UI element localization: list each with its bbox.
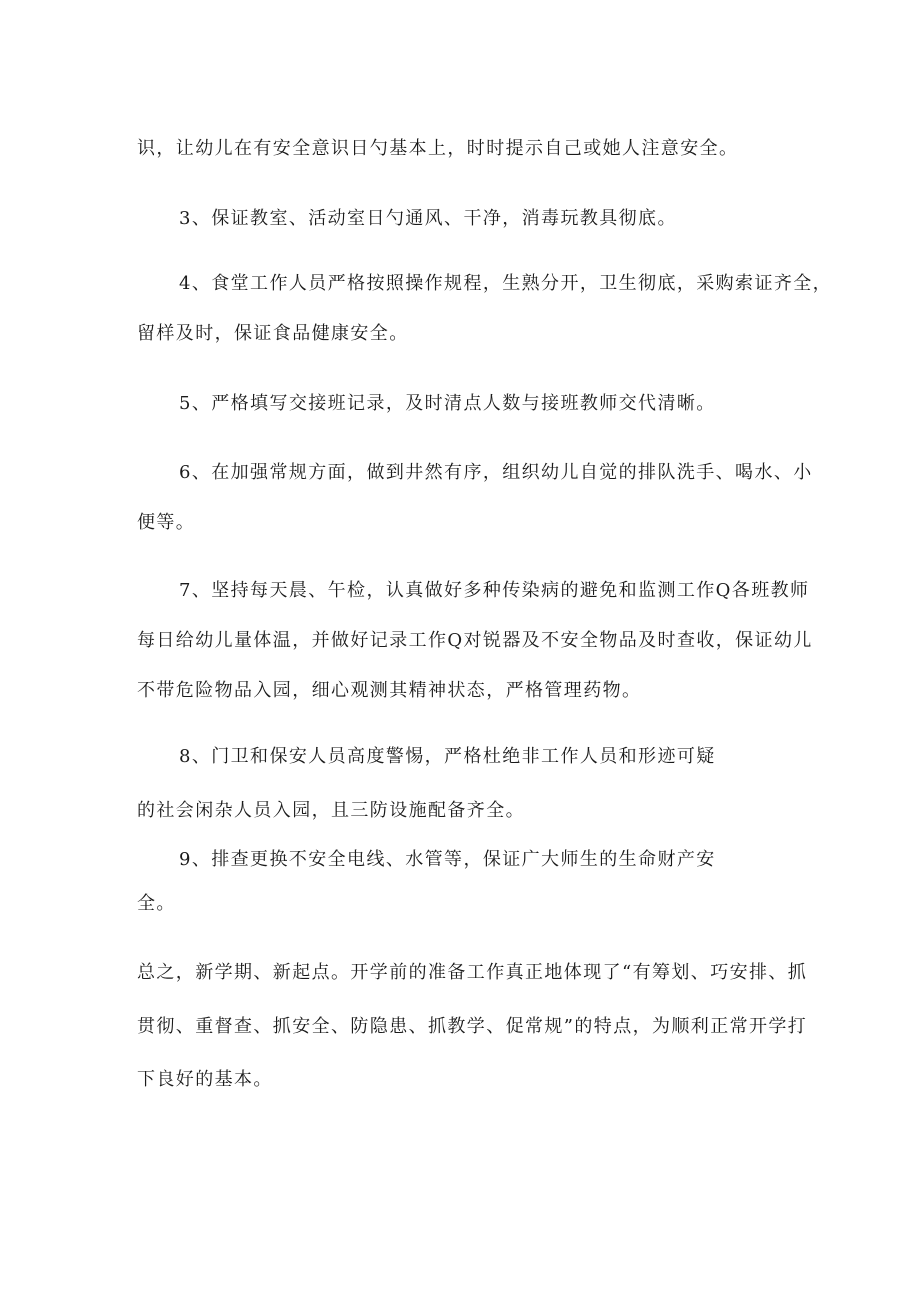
list-item-8-line-2: 的社会闲杂人员入园，且三防设施配备齐全。 (137, 800, 525, 821)
list-item-4-line-1: 4、食堂工作人员严格按照操作规程，生熟分开，卫生彻底，采购索证齐全， (179, 273, 833, 294)
list-item-7-line-2: 每日给幼儿量体温，并做好记录工作Q对锐器及不安全物品及时查收，保证幼儿 (137, 630, 813, 651)
list-item-9-line-2: 全。 (137, 893, 176, 914)
list-item-7-line-3: 不带危险物品入园，细心观测其精神状态，严格管理药物。 (137, 680, 642, 701)
list-item-3: 3、保证教室、活动室日勺通风、干净，消毒玩教具彻底。 (179, 208, 677, 229)
text-line-continuation-safety: 识，让幼儿在有安全意识日勺基本上，时时提示自己或她人注意安全。 (137, 138, 739, 159)
summary-line-2: 贯彻、重督查、抓安全、防隐患、抓教学、促常规”的特点，为顺利正常开学打 (137, 1016, 808, 1037)
summary-line-3: 下良好的基本。 (137, 1069, 273, 1090)
list-item-4-line-2: 留样及时，保证食品健康安全。 (137, 323, 409, 344)
list-item-7-line-1: 7、坚持每天晨、午检，认真做好多种传染病的避免和监测工作Q各班教师 (179, 580, 810, 601)
list-item-6-line-2: 便等。 (137, 512, 196, 533)
summary-line-1: 总之，新学期、新起点。开学前的准备工作真正地体现了“有筹划、巧安排、抓 (137, 962, 808, 983)
list-item-8-line-1: 8、门卫和保安人员高度警惕，严格杜绝非工作人员和形迹可疑 (179, 746, 716, 767)
list-item-6-line-1: 6、在加强常规方面，做到井然有序，组织幼儿自觉的排队洗手、喝水、小 (179, 462, 813, 483)
list-item-9-line-1: 9、排查更换不安全电线、水管等，保证广大师生的生命财产安 (179, 849, 716, 870)
list-item-5: 5、严格填写交接班记录，及时清点人数与接班教师交代清晰。 (179, 393, 716, 414)
